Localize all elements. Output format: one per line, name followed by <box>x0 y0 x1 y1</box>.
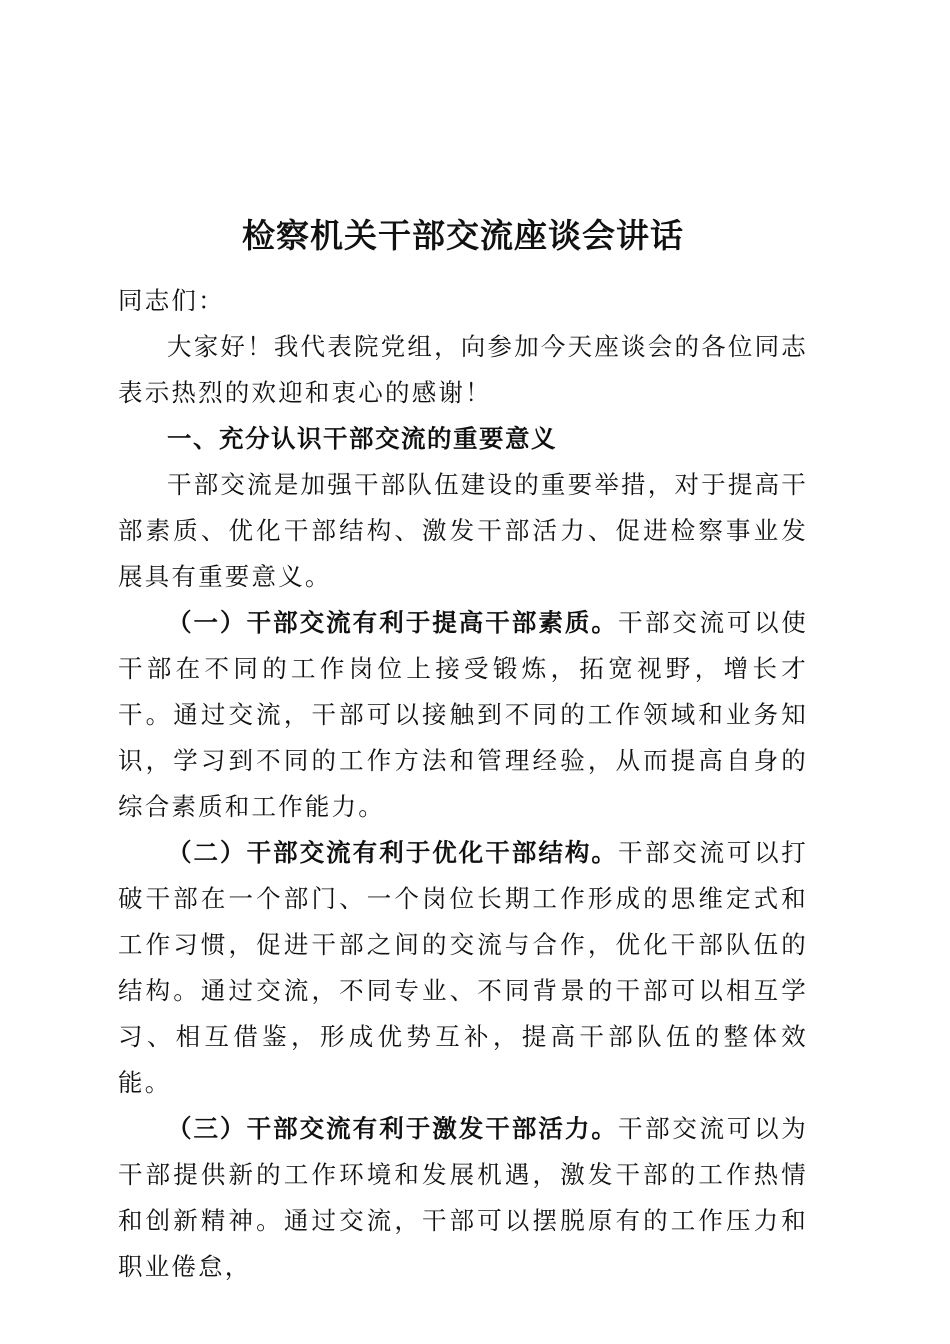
salutation: 同志们： <box>118 286 225 315</box>
point-body-1: 干部交流可以使干部在不同的工作岗位上接受锻炼，拓宽视野，增长才干。通过交流，干部可以接触到不同的工作领域和业务知识，学习到不同的工作方法和管理经验，从而提高自身的综合素质和工作能力。 <box>118 608 808 821</box>
greeting-paragraph: 大家好！我代表院党组，向参加今天座谈会的各位同志表示热烈的欢迎和衷心的感谢！ <box>118 332 808 407</box>
point-body-2: 干部交流可以打破干部在一个部门、一个岗位长期工作形成的思维定式和工作习惯，促进干部之间的交流与合作，优化干部队伍的结构。通过交流，不同专业、不同背景的干部可以相互学习、相互借鉴，形成优势互补，提高干部队伍的整体效能。 <box>118 838 808 1097</box>
document-title: 检察机关干部交流座谈会讲话 <box>242 216 684 255</box>
point-lead-2: （二）干部交流有利于优化干部结构。 <box>167 838 618 867</box>
point-lead-3: （三）干部交流有利于激发干部活力。 <box>167 1114 618 1143</box>
point-body-3: 干部交流可以为干部提供新的工作环境和发展机遇，激发干部的工作热情和创新精神。通过交流，干部可以摆脱原有的工作压力和职业倦怠， <box>118 1114 808 1281</box>
section-intro-paragraph: 干部交流是加强干部队伍建设的重要举措，对于提高干部素质、优化干部结构、激发干部活力、促进检察事业发展具有重要意义。 <box>118 470 808 591</box>
point-paragraph-3 <box>118 1106 808 1290</box>
section-heading: 一、充分认识干部交流的重要意义 <box>167 424 557 453</box>
point-lead-1: （一）干部交流有利于提高干部素质。 <box>167 608 618 637</box>
document-page <box>118 212 808 1290</box>
point-paragraph-2 <box>118 830 808 1106</box>
point-paragraph-1 <box>118 600 808 830</box>
